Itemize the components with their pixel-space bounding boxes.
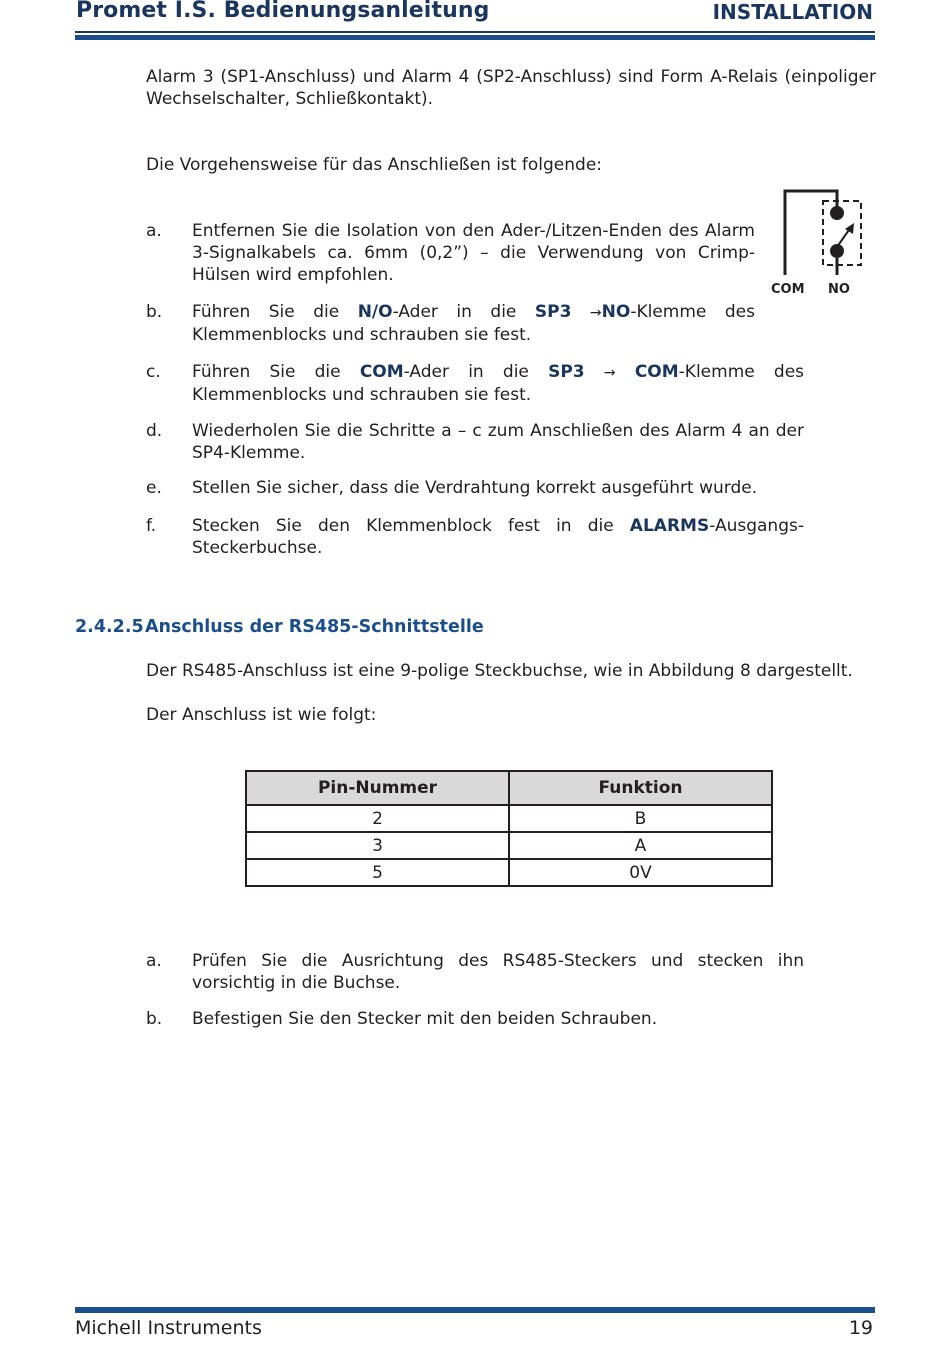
step-text: Wiederholen Sie die Schritte a – c zum Anschließen des Alarm 4 an der SP4-Klemme. — [192, 421, 804, 463]
section-heading — [75, 617, 484, 637]
relay-diagram — [765, 185, 875, 305]
step-text: Stecken Sie den Klemmenblock fest in die ALARMS-Ausgangs-Steckerbuchse. — [192, 516, 804, 558]
chapter-title: INSTALLATION — [712, 0, 873, 24]
header-rule-thick — [75, 35, 875, 40]
step-text: Stellen Sie sicher, dass die Verdrahtung korrekt ausgeführt wurde. — [192, 478, 758, 498]
pin-cell: 3 — [246, 832, 509, 859]
section-number: 2.4.2.5 — [75, 617, 144, 637]
table-row — [246, 832, 772, 859]
table-row — [246, 859, 772, 886]
column-header-function: Funktion — [509, 771, 772, 805]
step-label: b. — [146, 302, 163, 322]
rs485-description: Der RS485-Anschluss ist eine 9-polige Steckbuchse, wie in Abbildung 8 dargestellt. — [146, 661, 853, 681]
step-text: Befestigen Sie den Stecker mit den beiden Schrauben. — [192, 1009, 658, 1029]
step-label: f. — [146, 516, 157, 536]
step-label: e. — [146, 478, 162, 498]
step-label: d. — [146, 421, 163, 441]
step-text: Entfernen Sie die Isolation von den Ader-/Litzen-Enden des Alarm 3-Signalkabels ca. 6mm (0,2”) – die Verwendung von Crimp-Hülsen wird empfohlen. — [192, 221, 755, 285]
pin-cell: 2 — [246, 805, 509, 832]
footer-company: Michell Instruments — [75, 1317, 262, 1339]
page-number: 19 — [848, 1317, 873, 1339]
footer-rule — [75, 1307, 875, 1313]
function-cell: B — [509, 805, 772, 832]
section-title: Anschluss der RS485-Schnittstelle — [145, 617, 484, 637]
function-cell: A — [509, 832, 772, 859]
relay-contact-icon — [765, 185, 875, 285]
step-text: Prüfen Sie die Ausrichtung des RS485-Steckers und stecken ihn vorsichtig in die Buchse. — [192, 951, 804, 993]
no-label: NO — [828, 282, 850, 297]
intro-paragraph: Alarm 3 (SP1-Anschluss) und Alarm 4 (SP2-Anschluss) sind Form A-Relais (einpoliger Wechselschalter, Schließkontakt). — [146, 67, 876, 109]
column-header-pin: Pin-Nummer — [246, 771, 509, 805]
connection-intro: Der Anschluss ist wie folgt: — [146, 705, 377, 725]
com-label: COM — [771, 282, 805, 297]
header-rule-thin — [75, 31, 875, 33]
step-label: a. — [146, 951, 162, 971]
step-label: c. — [146, 362, 161, 382]
table-row — [246, 805, 772, 832]
function-cell: 0V — [509, 859, 772, 886]
step-label: b. — [146, 1009, 163, 1029]
pin-cell: 5 — [246, 859, 509, 886]
procedure-intro: Die Vorgehensweise für das Anschließen ist folgende: — [146, 155, 603, 175]
step-label: a. — [146, 221, 162, 241]
pin-table — [245, 770, 773, 887]
table-header-row — [246, 771, 772, 805]
document-title: Promet I.S. Bedienungsanleitung — [76, 0, 490, 23]
step-text: Führen Sie die N/O-Ader in die SP3 →NO-Klemme des Klemmenblocks und schrauben sie fest. — [192, 302, 755, 345]
step-text: Führen Sie die COM-Ader in die SP3 → COM-Klemme des Klemmenblocks und schrauben sie fest. — [192, 362, 805, 405]
